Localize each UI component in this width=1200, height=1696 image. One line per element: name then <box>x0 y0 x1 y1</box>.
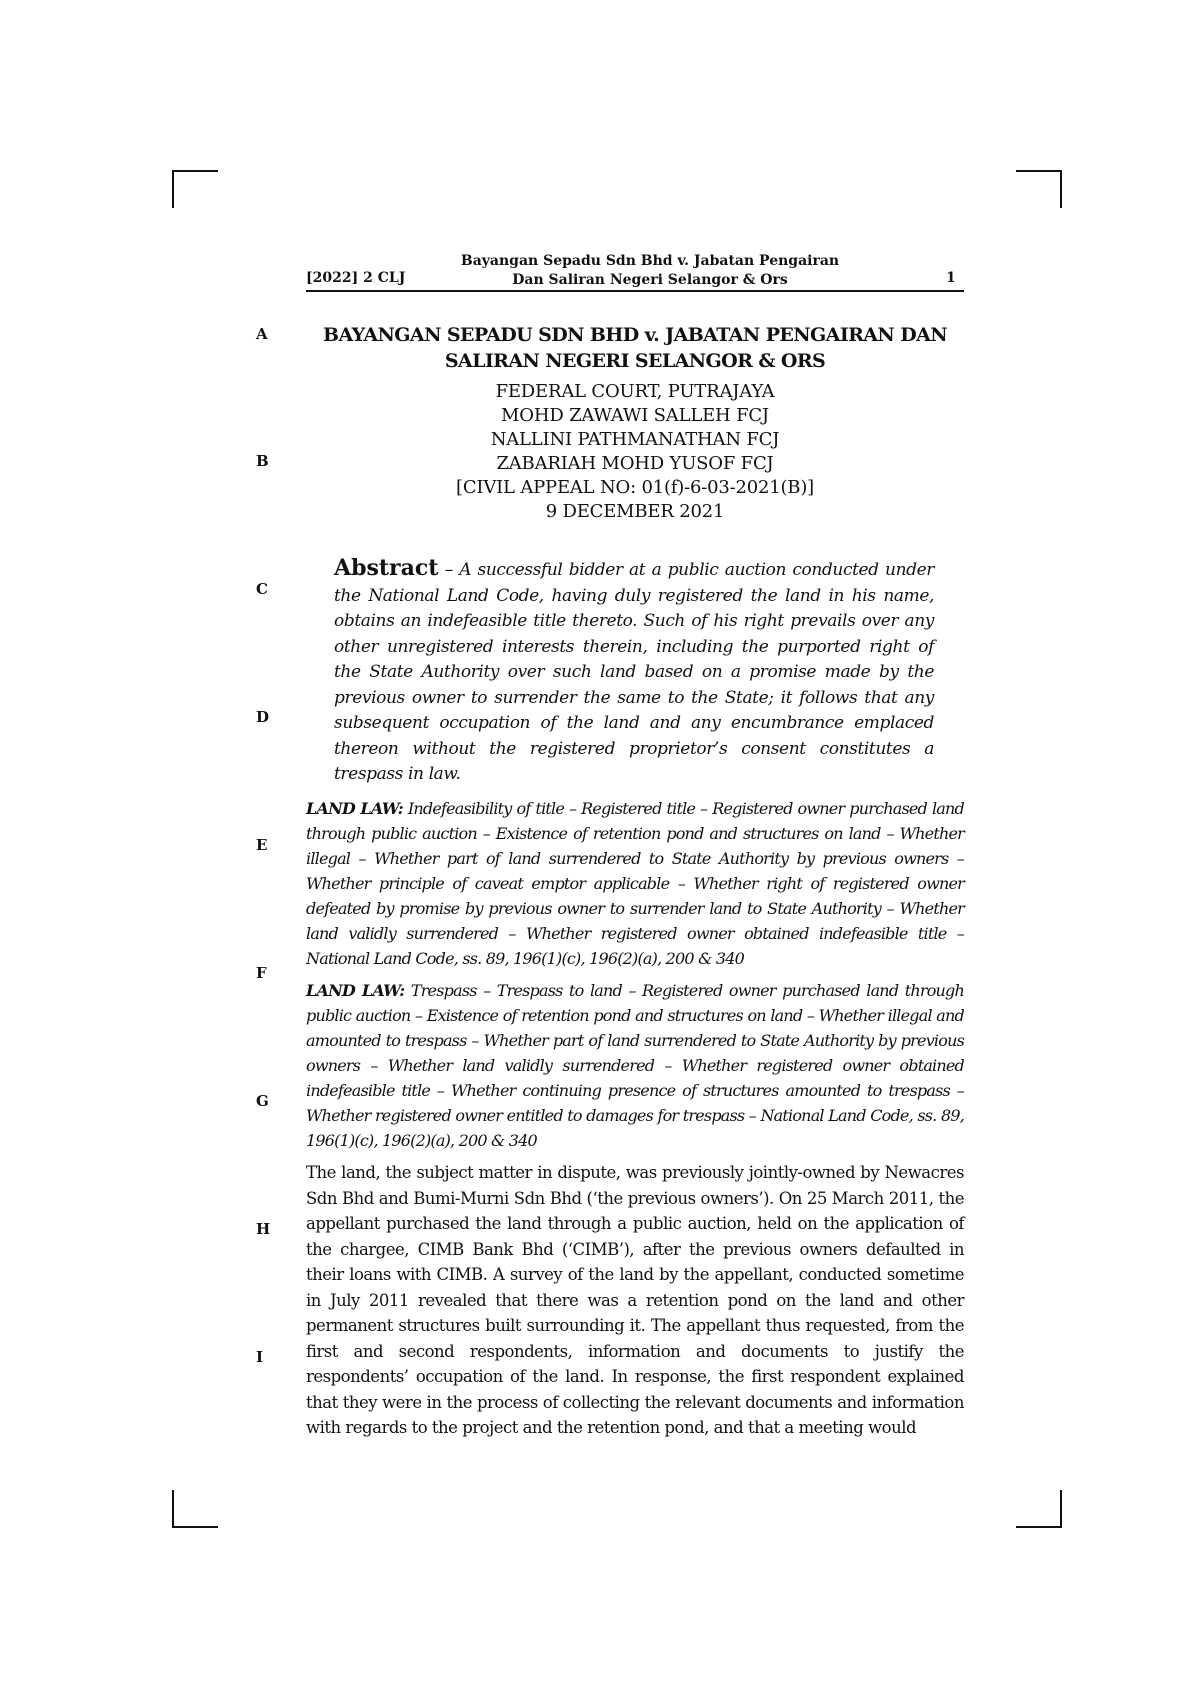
catchword-category: LAND LAW: <box>306 799 403 818</box>
judgment-date: 9 DECEMBER 2021 <box>545 501 725 522</box>
catchword-paragraph <box>306 796 964 971</box>
body-paragraph: The land, the subject matter in dispute, was previously jointly-owned by Newacres Sdn Bhd and Bumi-Murni Sdn Bhd (‘the previous owners’). On 25 March 2011, the appellant purchased the land through a public auction, held on the application of the chargee, CIMB Bank Bhd (‘CIMB’), after the previous owners defaulted in their loans with CIMB. A survey of the land by the appellant, conducted sometime in July 2011 revealed that there was a retention pond on the land and other permanent structures built surrounding it. The appellant thus requested, from the first and second respondents, information and documents to justify the respondents’ occupation of the land. In response, the first respondent explained that they were in the process of collecting the relevant documents and information with regards to the project and the retention pond, and that a meeting would <box>306 1163 964 1437</box>
case-title-line2: SALIRAN NEGERI SELANGOR & ORS <box>444 350 826 372</box>
catchword-text: Trespass – Trespass to land – Registered owner purchased land through public auction – Existence of retention pond and structures on land – Whether illegal and amounted to trespass – Whether part of land surrendered to State Authority by previous owners – Whether land validly surrendered – Whether registered owner obtained indefeasible title – Whether continuing presence of structures amounted to trespass – Whether registered owner entitled to damages for trespass – National Land Code, ss. 89, 196(1)(c), 196(2)(a), 200 & 340 <box>306 981 964 1150</box>
crop-mark-bottom-left-h <box>172 1526 218 1528</box>
judge-name: MOHD ZAWAWI SALLEH FCJ <box>501 405 769 426</box>
crop-mark-top-left-h <box>172 170 218 172</box>
catchword-category: LAND LAW: <box>306 981 405 1000</box>
abstract-text: – A successful bidder at a public auction conducted under the National Land Code, having duly registered the land in his name, obtains an indefeasible title thereto. Such of his right prevails over any other unregistered interests therein, including the purported right of the State Authority over such land based on a promise made by the previous owner to surrender the same to the State; it follows that any subsequent occupation of the land and any encumbrance emplaced thereon without the registered proprietor’s consent constitutes a trespass in law. <box>334 560 934 784</box>
judge-name: NALLINI PATHMANATHAN FCJ <box>490 429 780 450</box>
court-name: FEDERAL COURT, PUTRAJAYA <box>495 381 775 402</box>
catchword-text: Indefeasibility of title – Registered title – Registered owner purchased land through public auction – Existence of retention pond and structures on land – Whether illegal – Whether part of land surrendered to State Authority by previous owners – Whether principle of caveat emptor applicable – Whether right of registered owner defeated by promise by previous owner to surrender land to State Authority – Whether land validly surrendered – Whether registered owner obtained indefeasible title – National Land Code, ss. 89, 196(1)(c), 196(2)(a), 200 & 340 <box>306 799 964 968</box>
crop-mark-top-right-v <box>1060 170 1062 208</box>
court-info <box>306 380 964 524</box>
case-title-line1: BAYANGAN SEPADU SDN BHD v. JABATAN PENGAIRAN DAN <box>322 324 948 346</box>
margin-letter: C <box>256 580 268 598</box>
margin-letter: G <box>256 1092 269 1110</box>
judge-name: ZABARIAH MOHD YUSOF FCJ <box>496 453 774 474</box>
margin-letter: D <box>256 708 270 726</box>
margin-letter: I <box>256 1348 264 1366</box>
margin-letter: B <box>256 452 269 470</box>
header-citation: [2022] 2 CLJ <box>306 270 406 286</box>
header-running-title <box>400 252 900 290</box>
margin-letter: A <box>256 325 268 343</box>
margin-letter: E <box>256 836 268 854</box>
crop-mark-bottom-right-h <box>1016 1526 1062 1528</box>
catchword-paragraph <box>306 978 964 1153</box>
crop-mark-bottom-right-v <box>1060 1490 1062 1528</box>
header-running-title-line2: Dan Saliran Negeri Selangor & Ors <box>512 272 788 288</box>
appeal-number: [CIVIL APPEAL NO: 01(f)-6-03-2021(B)] <box>456 477 814 498</box>
header-page-number: 1 <box>946 270 956 286</box>
margin-letter: F <box>256 964 267 982</box>
abstract <box>334 556 934 788</box>
abstract-label: Abstract <box>334 555 439 581</box>
crop-mark-top-right-h <box>1016 170 1062 172</box>
header-rule <box>306 290 964 292</box>
case-title <box>306 322 964 374</box>
header-running-title-line1: Bayangan Sepadu Sdn Bhd v. Jabatan Pengairan <box>460 253 840 269</box>
margin-letter: H <box>256 1220 271 1238</box>
crop-mark-bottom-left-v <box>172 1490 174 1528</box>
crop-mark-top-left-v <box>172 170 174 208</box>
